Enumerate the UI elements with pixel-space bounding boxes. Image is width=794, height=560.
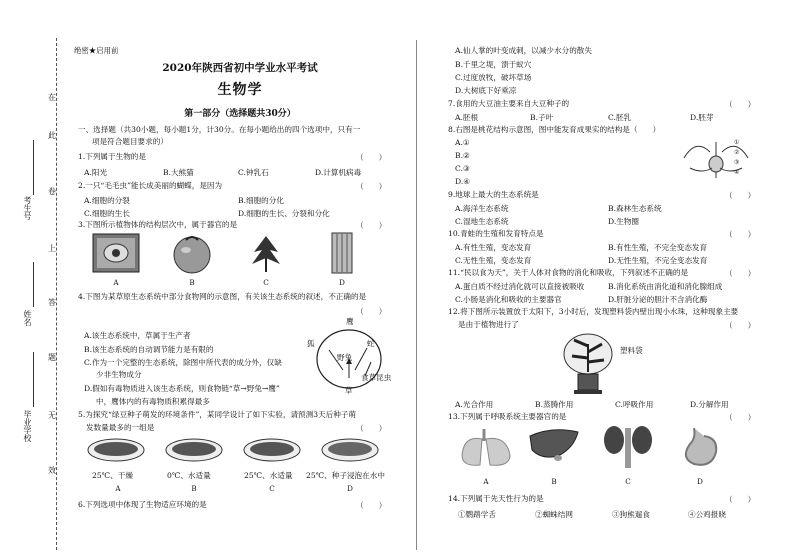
q5-caption-d: 25℃、种子浸泡在水中 xyxy=(306,471,385,480)
q5-label-b: B xyxy=(191,484,197,493)
q3-label-d: D xyxy=(339,278,345,287)
q8-option-b: B.② xyxy=(455,151,470,160)
name-label: 姓名 xyxy=(23,310,32,326)
q2-option-a: A.细胞的分裂 xyxy=(84,196,130,205)
answer-paren: （ ） xyxy=(725,100,756,109)
q10-stem: 10.青蛙的生殖和发育特点是 xyxy=(448,229,544,238)
answer-paren: （ ） xyxy=(725,230,756,239)
plastic-bag-label: 塑料袋 xyxy=(620,346,643,355)
q4-option-d-cont: 中，鹰体内的有毒物质积累得最多 xyxy=(96,397,210,406)
q3-label-a: A xyxy=(113,278,119,287)
web-fox: 狐 xyxy=(307,339,315,348)
q12-stem-cont: 是由于植物进行了 xyxy=(458,320,519,329)
q5-label-c: C xyxy=(269,484,275,493)
column-divider xyxy=(416,40,417,550)
secret-label: 绝密★启用前 xyxy=(74,46,119,55)
lungs-image xyxy=(458,425,514,469)
answer-paren: （ ） xyxy=(725,413,756,422)
margin-char: 题 xyxy=(48,353,56,362)
q13-stem: 13.下列属于呼吸系统主要器官的是 xyxy=(448,412,567,421)
subject-title: 生物学 xyxy=(217,82,263,98)
q3-stem: 3.下图所示植物体的结构层次中，属于器官的是 xyxy=(78,220,238,229)
margin-char: 在 xyxy=(48,93,56,102)
margin-char: 此 xyxy=(48,131,56,140)
q7-option-a: A.胚根 xyxy=(455,113,479,122)
name-line xyxy=(33,262,34,307)
q4-option-b: B.该生态系统的自动调节能力是有限的 xyxy=(84,345,214,354)
dish-d-image xyxy=(320,437,380,463)
q12-option-d: D.分解作用 xyxy=(690,400,729,409)
q10-option-c: C.无性生殖，变态发育 xyxy=(455,256,532,265)
svg-text:①: ① xyxy=(734,139,740,146)
answer-paren: （ ） xyxy=(725,191,756,200)
q14-stem: 14.下列属于先天性行为的是 xyxy=(448,494,544,503)
fruit-image xyxy=(170,232,214,274)
q2-stem: 2.一只“毛毛虫”能长成美丽的蝴蝶，是因为 xyxy=(78,181,223,190)
dish-c-image xyxy=(242,437,302,463)
binding-line xyxy=(56,38,57,550)
q11-stem: 11.“民以食为天”，关于人体对食物的消化和吸收，下列叙述不正确的是 xyxy=(448,268,689,277)
stem-tissue-image xyxy=(330,232,354,274)
q2-option-d: D.细胞的生长、分裂和分化 xyxy=(238,209,330,218)
q4-option-c: C.作为一个完整的生态系统，除图中所代表的成分外，仅缺 xyxy=(84,358,282,367)
student-id-label: 考生号 xyxy=(23,196,32,220)
q6-option-a: A.仙人掌的叶变成刺，以减少水分的散失 xyxy=(455,46,592,55)
q9-stem: 9.地球上最大的生态系统是 xyxy=(448,190,539,199)
answer-paren: （ ） xyxy=(356,182,387,191)
q8-option-a: A.① xyxy=(455,138,470,147)
q9-option-b: B.森林生态系统 xyxy=(608,204,662,213)
margin-char: 答 xyxy=(48,298,56,307)
q6-stem: 6.下列选项中体现了生物适应环境的是 xyxy=(78,500,207,509)
q11-option-b: B.消化系统由消化道和消化腺组成 xyxy=(608,282,723,291)
q10-option-a: A.有性生殖，变态发育 xyxy=(455,243,532,252)
q8-option-d: D.④ xyxy=(455,177,471,186)
q1-option-b: B.大熊猫 xyxy=(163,168,194,177)
answer-paren: （ ） xyxy=(725,321,756,330)
part-title: 第一部分（选择题共30分） xyxy=(184,109,296,119)
stomach-image xyxy=(676,424,724,470)
q1-option-c: C.钟乳石 xyxy=(238,168,269,177)
q9-option-c: C.湿地生态系统 xyxy=(455,217,509,226)
q4-option-a: A.该生态系统中，草属于生产者 xyxy=(84,331,191,340)
q14-option-2: ②蜘蛛结网 xyxy=(535,510,573,519)
dish-b-image xyxy=(164,437,224,463)
q12-option-c: C.呼吸作用 xyxy=(615,400,654,409)
q5-label-d: D xyxy=(347,484,353,493)
q5-caption-c: 25℃、水适量 xyxy=(244,471,293,480)
q2-option-b: B.细胞的分化 xyxy=(238,196,284,205)
q7-stem: 7.食用的大豆油主要来自大豆种子的 xyxy=(448,99,570,108)
q14-option-3: ③狗熊遛食 xyxy=(612,510,650,519)
plant-image xyxy=(248,230,284,274)
potted-plant-bag-image xyxy=(560,332,620,396)
q5-caption-b: 0℃、水适量 xyxy=(167,471,211,480)
answer-paren: （ ） xyxy=(356,307,387,316)
school-label: 毕业学校 xyxy=(23,410,32,442)
kidneys-image xyxy=(600,424,656,470)
answer-paren: （ ） xyxy=(356,153,387,162)
liver-image xyxy=(528,426,580,468)
q1-stem: 1.下列属于生物的是 xyxy=(78,152,146,161)
q2-option-c: C.细胞的生长 xyxy=(84,209,130,218)
q3-label-c: C xyxy=(263,278,269,287)
q1-option-d: D.计算机病毒 xyxy=(315,168,362,177)
q7-option-d: D.胚芽 xyxy=(690,113,714,122)
school-line xyxy=(33,352,34,407)
q4-stem: 4.下图为某草原生态系统中部分食物网的示意图，有关该生态系统的叙述，不正确的是 xyxy=(78,292,367,301)
web-herbivore-insect: 食草昆虫 xyxy=(361,373,392,382)
q9-option-d: D.生物圈 xyxy=(608,217,640,226)
margin-char: 上 xyxy=(48,244,56,253)
instructions: 一、选择题（共30小题，每小题1分，计30分。在每小题给出的四个选项中，只有一 xyxy=(78,125,361,134)
q8-stem: 8.右图是桃花结构示意图，图中能发育成果实的结构是（ ） xyxy=(448,125,661,134)
q6-option-d: D.大树底下好乘凉 xyxy=(455,86,517,95)
student-id-line xyxy=(33,140,34,195)
q14-option-4: ④公鸡报晓 xyxy=(688,510,726,519)
q4-option-d: D.假如有毒物质进入该生态系统，则食物链“草→野兔→鹰” xyxy=(84,384,280,393)
exam-title: 2020年陕西省初中学业水平考试 xyxy=(162,62,318,74)
answer-paren: （ ） xyxy=(356,221,387,230)
q13-label-c: C xyxy=(625,477,631,486)
q4-option-c-cont: 少非生物成分 xyxy=(96,370,142,379)
cell-tissue-image xyxy=(92,233,140,273)
answer-paren: （ ） xyxy=(356,424,387,433)
q10-option-b: B.有性生殖，不完全变态发育 xyxy=(608,243,708,252)
q12-option-b: B.蒸腾作用 xyxy=(535,400,574,409)
svg-text:③: ③ xyxy=(734,159,740,166)
q10-option-d: D.无性生殖，不完全变态发育 xyxy=(608,256,708,265)
q14-option-1: ①鹦鹉学舌 xyxy=(458,510,496,519)
margin-char: 无 xyxy=(48,411,56,420)
q6-option-c: C.过度放牧，破坏草场 xyxy=(455,73,532,82)
q7-option-c: C.胚乳 xyxy=(608,113,632,122)
q6-option-b: B.千里之堤，溃于蚁穴 xyxy=(455,60,532,69)
instructions-cont: 项是符合题目要求的） xyxy=(92,137,168,146)
margin-char: 卷 xyxy=(48,187,56,196)
margin-char: 效 xyxy=(48,466,56,475)
q11-option-c: C.小肠是消化和吸收的主要器官 xyxy=(455,295,562,304)
q12-option-a: A.光合作用 xyxy=(455,400,494,409)
q7-option-b: B.子叶 xyxy=(530,113,554,122)
peach-flower-diagram xyxy=(676,134,756,178)
q13-label-d: D xyxy=(697,477,703,486)
svg-text:②: ② xyxy=(734,149,740,156)
answer-paren: （ ） xyxy=(725,495,756,504)
answer-paren: （ ） xyxy=(356,501,387,510)
web-rabbit: 野兔 xyxy=(337,353,353,362)
q5-caption-a: 25℃、干燥 xyxy=(92,471,133,480)
q9-option-a: A.海洋生态系统 xyxy=(455,204,509,213)
q11-option-a: A.蛋白质不经过消化就可以直接被吸收 xyxy=(455,282,585,291)
q5-label-a: A xyxy=(115,484,121,493)
svg-text:④: ④ xyxy=(734,169,740,176)
q13-label-b: B xyxy=(551,477,557,486)
web-snake: 蛇 xyxy=(367,339,375,348)
q5-stem-cont: 发数量最多的一组是 xyxy=(86,423,155,432)
web-grass: 草 xyxy=(345,386,353,395)
web-hawk: 鹰 xyxy=(346,317,354,326)
q13-label-a: A xyxy=(483,477,489,486)
dish-a-image xyxy=(86,437,146,463)
answer-paren: （ ） xyxy=(725,269,756,278)
q1-option-a: A.阳光 xyxy=(84,168,108,177)
q5-stem: 5.为探究“绿豆种子萌发的环境条件”，某同学设计了如下实验，请预测3天后种子萌 xyxy=(78,410,357,419)
q3-label-b: B xyxy=(189,278,195,287)
q11-option-d: D.肝脏分泌的胆汁不含消化酶 xyxy=(608,295,708,304)
q12-stem: 12.将下图所示装置放于太阳下，3小时后，发现塑料袋内壁出现小水珠，这种现象主要 xyxy=(448,307,739,316)
q8-option-c: C.③ xyxy=(455,164,470,173)
